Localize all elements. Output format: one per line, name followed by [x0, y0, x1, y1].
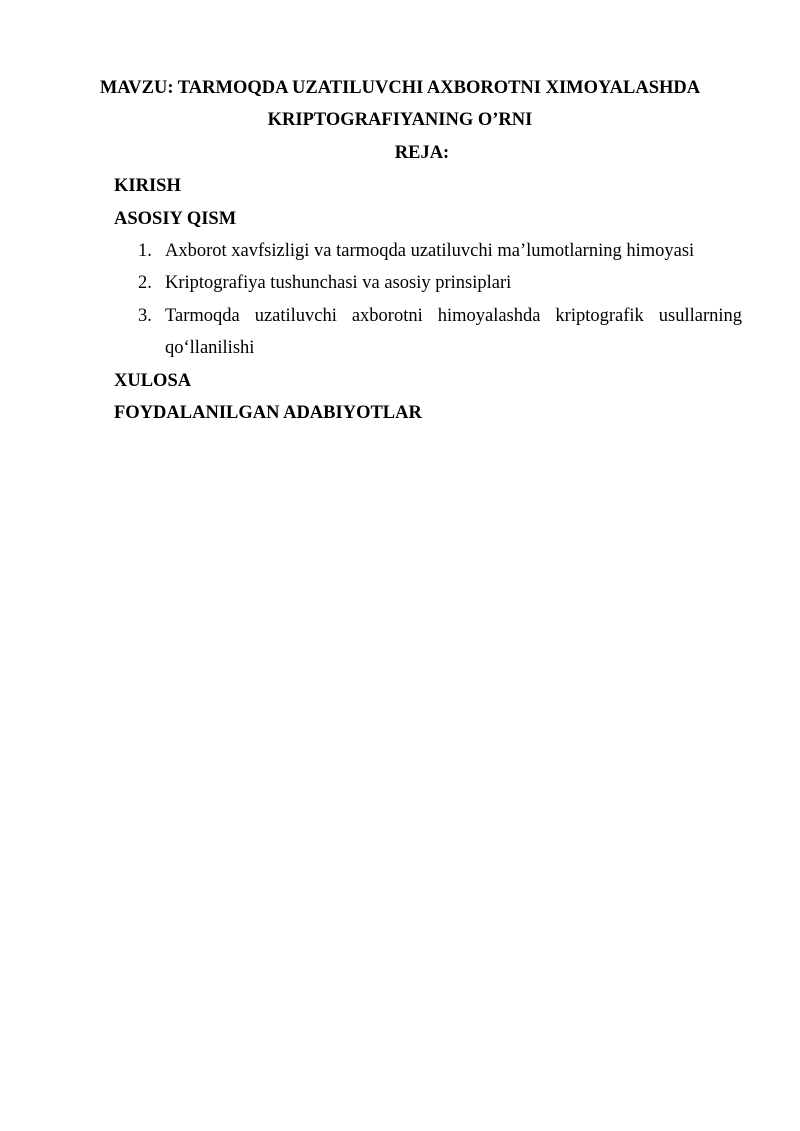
list-item-number: 2. — [138, 273, 152, 293]
section-conclusion: XULOSA — [114, 371, 192, 391]
section-introduction: KIRISH — [114, 176, 181, 196]
section-references: FOYDALANILGAN ADABIYOTLAR — [114, 403, 422, 423]
list-item-number: 3. — [138, 306, 152, 326]
list-item-text-continuation: qo‘llanilishi — [165, 338, 255, 358]
list-item-text: Kriptografiya tushunchasi va asosiy prinsiplari — [165, 273, 512, 293]
list-item-text: Axborot xavfsizligi va tarmoqda uzatiluvchi ma’lumotlarning himoyasi — [165, 241, 695, 261]
plan-heading: REJA: — [394, 143, 450, 163]
document-title-line-1: MAVZU: TARMOQDA UZATILUVCHI AXBOROTNI XIMOYALASHDA — [99, 78, 701, 98]
document-title-line-2: KRIPTOGRAFIYANING O’RNI — [267, 110, 533, 130]
list-item-text: Tarmoqda uzatiluvchi axborotni himoyalashda kriptografik usullarning — [165, 306, 742, 326]
section-main-part: ASOSIY QISM — [114, 209, 237, 229]
list-item-number: 1. — [138, 241, 152, 261]
